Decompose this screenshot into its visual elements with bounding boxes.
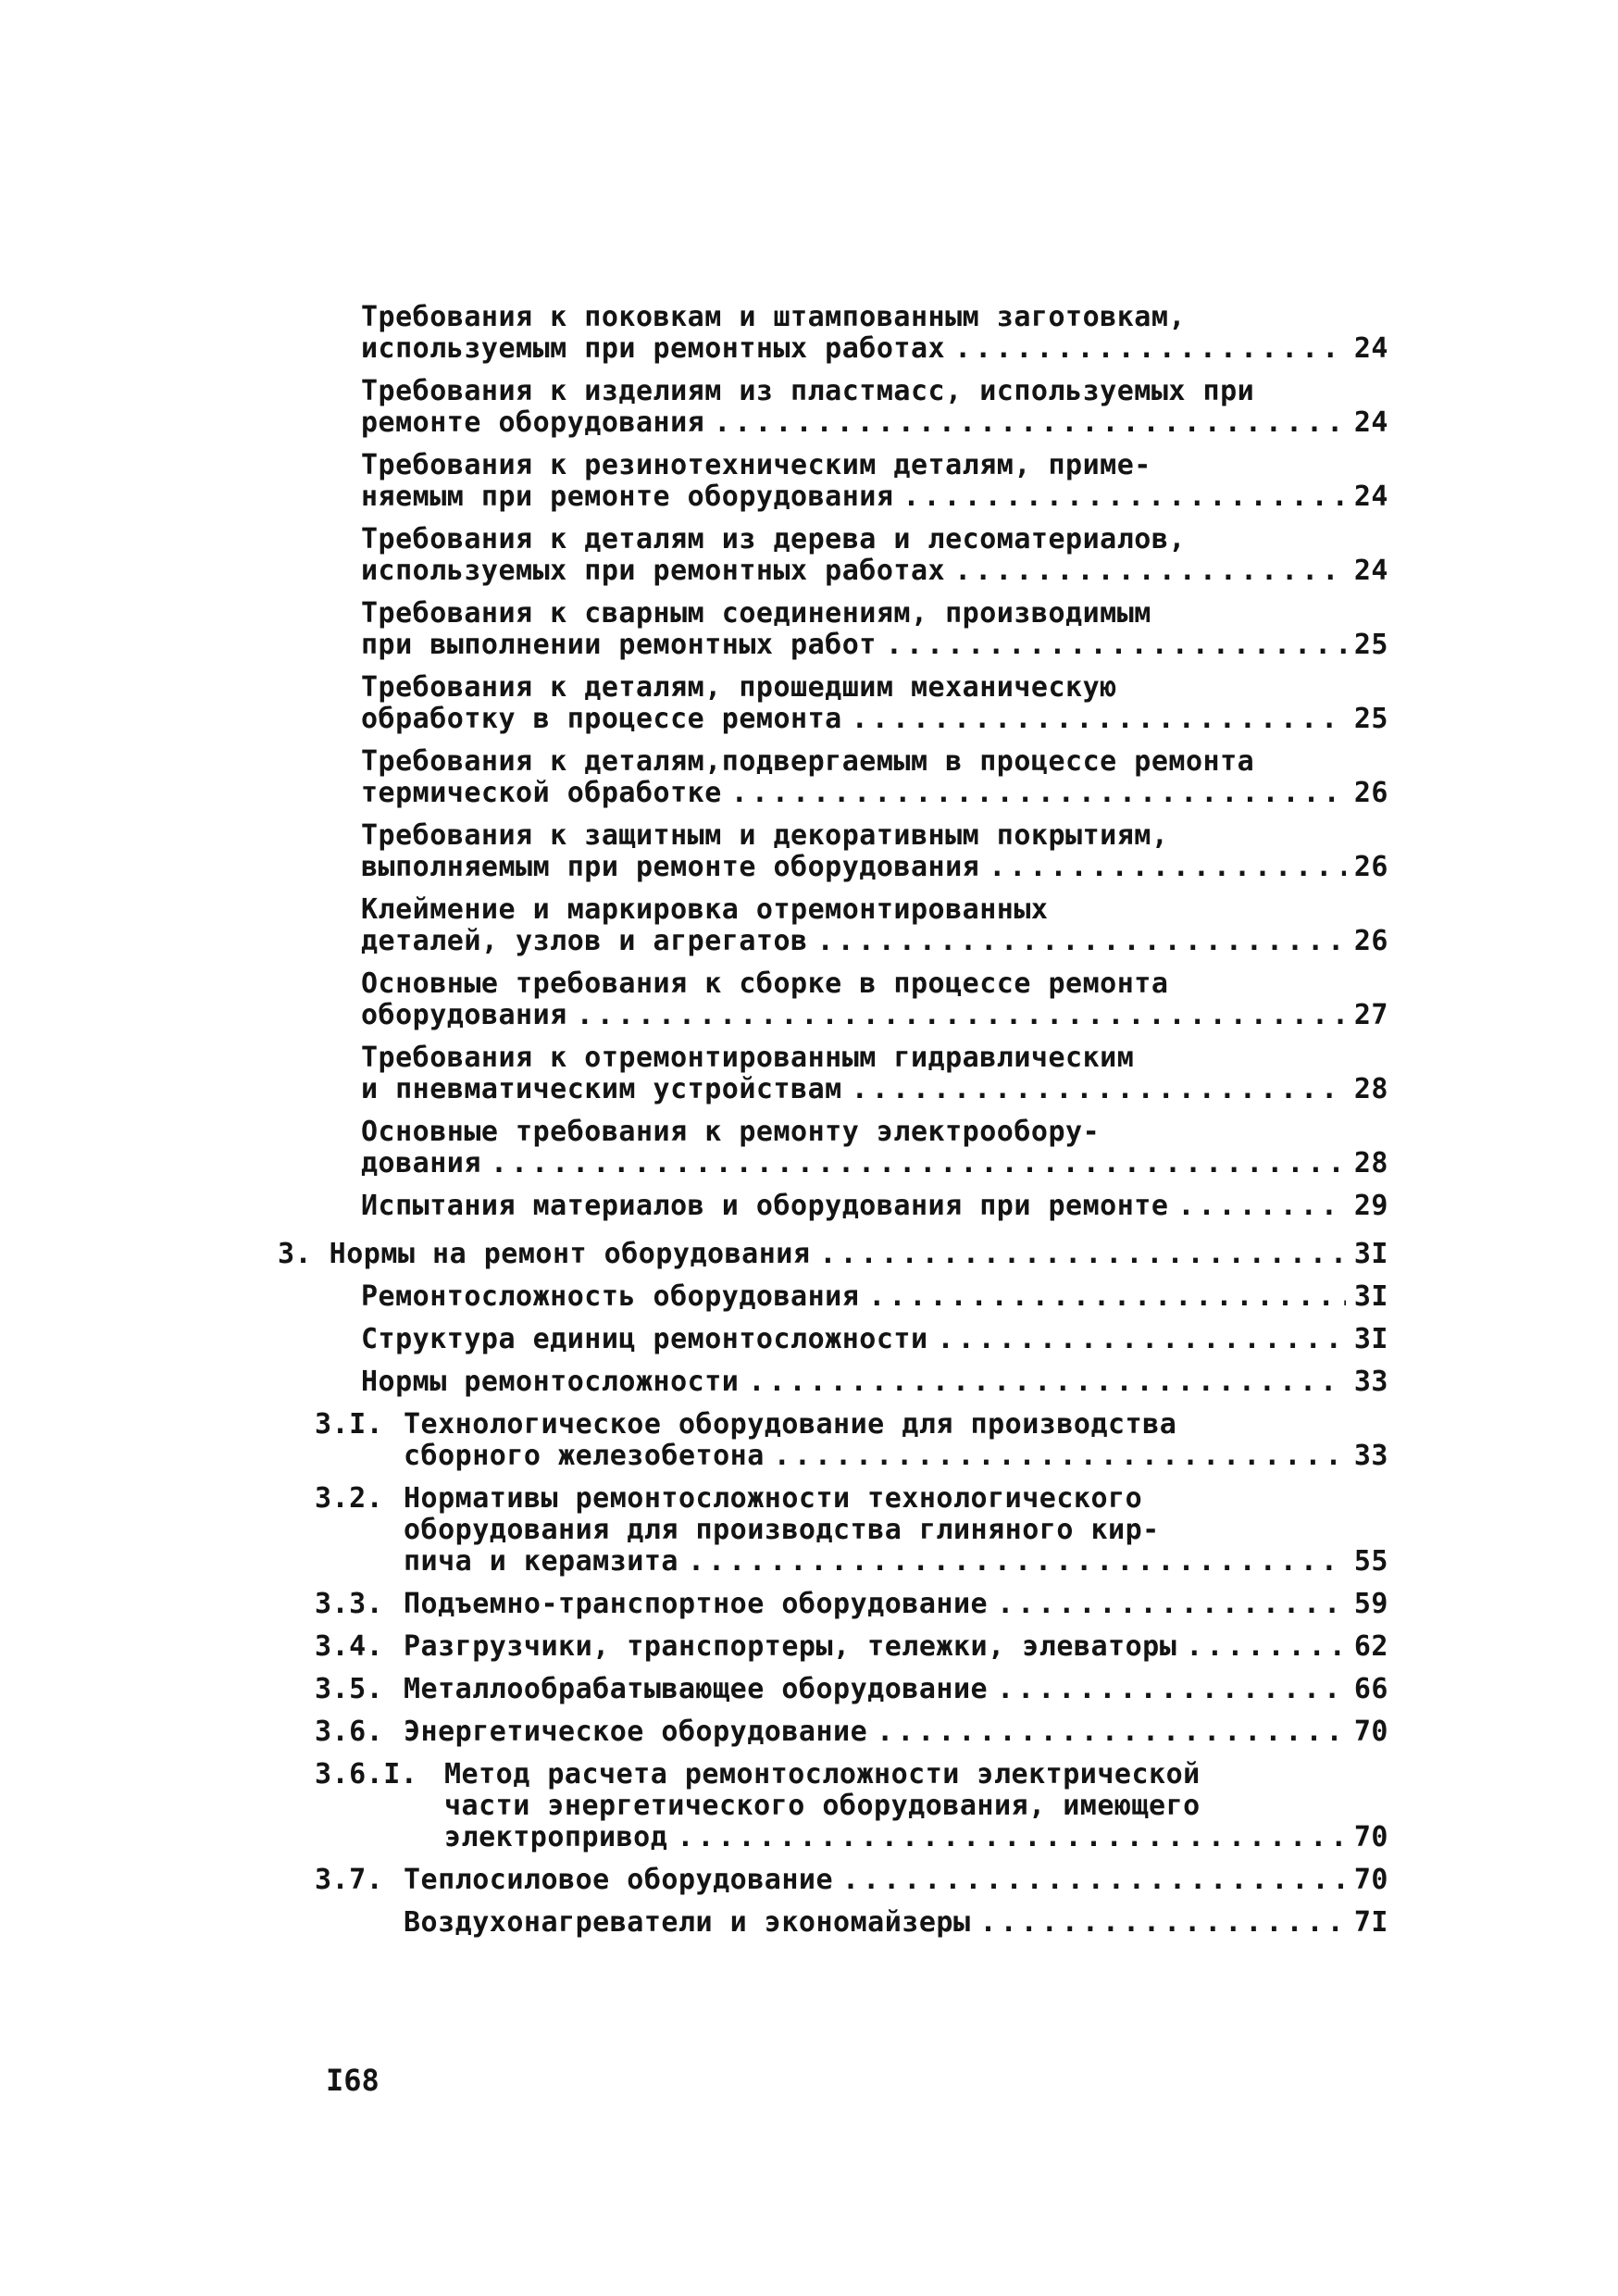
- dot-leader: [491, 1148, 1346, 1179]
- entry-title-line: Метод расчета ремонтосложности электрической: [444, 1758, 1201, 1791]
- entry-page-number: 3I: [1353, 1323, 1388, 1355]
- entry-title-line: Требования к деталям, прошедшим механическую: [361, 671, 1117, 704]
- entry-title-line: Требования к защитным и декоративным покрытиям,: [361, 819, 1169, 852]
- dot-leader: [577, 1000, 1346, 1031]
- entry-page-number: 70: [1353, 1821, 1388, 1853]
- entry-last-line: [361, 1148, 1388, 1179]
- toc-entry: [361, 1117, 1388, 1179]
- entry-title-line: Основные требования к ремонту электрообору-: [361, 1116, 1101, 1148]
- entry-title-line: дования: [361, 1147, 481, 1179]
- entry-title-line: Требования к изделиям из пластмасс, используемых при: [361, 375, 1255, 407]
- entry-body: [404, 1865, 1388, 1896]
- entry-page-number: 55: [1353, 1545, 1388, 1578]
- entry-last-line: [361, 852, 1388, 883]
- entry-last-line: [361, 704, 1388, 735]
- entry-title-line: выполняемым при ремонте оборудования: [361, 851, 980, 883]
- dot-leader: [1186, 1631, 1346, 1663]
- dot-leader: [1177, 1191, 1346, 1222]
- toc-entry: [361, 672, 1388, 735]
- entry-title-line: термической обработке: [361, 777, 722, 809]
- entry-last-line: [404, 1716, 1388, 1748]
- section-number: 3.4.: [315, 1630, 384, 1663]
- entry-title-line: Энергетическое оборудование: [404, 1716, 868, 1748]
- entry-page-number: 29: [1353, 1190, 1388, 1222]
- entry-title-line: части энергетического оборудования, имеющего: [444, 1790, 1201, 1822]
- entry-last-line: [444, 1822, 1388, 1853]
- section-number: 3.3.: [315, 1588, 384, 1620]
- dot-leader: [877, 1716, 1346, 1748]
- dot-leader: [842, 1865, 1346, 1896]
- dot-leader: [886, 630, 1346, 661]
- entry-title-line: Нормы ремонтосложности: [361, 1366, 740, 1398]
- entry-page-number: 28: [1353, 1147, 1388, 1179]
- entry-last-line: [361, 481, 1388, 513]
- entry-body: [404, 1716, 1388, 1748]
- entry-page-number: 33: [1353, 1366, 1388, 1398]
- entry-last-line: [404, 1589, 1388, 1620]
- entry-page-number: 25: [1353, 629, 1388, 661]
- entry-last-line: [361, 555, 1388, 587]
- entry-title-line: няемым при ремонте оборудования: [361, 480, 894, 513]
- entry-page-number: 70: [1353, 1716, 1388, 1748]
- entry-page-number: 70: [1353, 1864, 1388, 1896]
- entry-body: [404, 1409, 1388, 1472]
- dot-leader: [677, 1822, 1346, 1853]
- entry-last-line: [404, 1631, 1388, 1663]
- dot-leader: [852, 1074, 1346, 1105]
- toc-section-entry: [315, 1409, 1388, 1472]
- toc-entry: [361, 1324, 1388, 1355]
- toc-entry: [361, 894, 1388, 957]
- entry-title-line: деталей, узлов и агрегатов: [361, 925, 808, 957]
- toc-entry: [361, 968, 1388, 1031]
- entry-page-number: 27: [1353, 999, 1388, 1031]
- dot-leader: [714, 407, 1346, 439]
- toc-section-entry: [315, 1674, 1388, 1705]
- table-of-contents: [278, 302, 1388, 1950]
- entry-page-number: 24: [1353, 555, 1388, 587]
- entry-title-line: 3. Нормы на ремонт оборудования: [278, 1238, 811, 1270]
- entry-title-line: оборудования: [361, 999, 567, 1031]
- entry-title-line: Требования к сварным соединениям, производимым: [361, 597, 1151, 630]
- dot-leader: [852, 704, 1346, 735]
- entry-title-line: Металлообрабатывающее оборудование: [404, 1673, 989, 1705]
- entry-title-line: Испытания материалов и оборудования при ремонте: [361, 1190, 1169, 1222]
- dot-leader: [989, 852, 1346, 883]
- entry-page-number: 24: [1353, 480, 1388, 513]
- entry-page-number: 28: [1353, 1073, 1388, 1105]
- entry-title-line: Структура единиц ремонтосложности: [361, 1323, 928, 1355]
- entry-last-line: [361, 1191, 1388, 1222]
- entry-page-number: 7I: [1353, 1906, 1388, 1939]
- entry-title-line: сборного железобетона: [404, 1440, 765, 1472]
- entry-page-number: 24: [1353, 406, 1388, 439]
- toc-entry: [361, 450, 1388, 513]
- section-number: 3.7.: [315, 1864, 384, 1896]
- toc-entry: [361, 1042, 1388, 1105]
- entry-body: [444, 1759, 1388, 1853]
- entry-last-line: [361, 1074, 1388, 1105]
- entry-title-line: оборудования для производства глиняного кир-: [404, 1514, 1160, 1546]
- entry-page-number: 66: [1353, 1673, 1388, 1705]
- toc-section-entry: [315, 1589, 1388, 1620]
- toc-entry: [361, 746, 1388, 809]
- dot-leader: [819, 1239, 1346, 1270]
- toc-entry: [361, 1366, 1388, 1398]
- entry-title-line: Теплосиловое оборудование: [404, 1864, 834, 1896]
- entry-page-number: 3I: [1353, 1280, 1388, 1313]
- entry-last-line: [404, 1441, 1388, 1472]
- toc-chapter-heading: [278, 1239, 1388, 1270]
- entry-title-line: Разгрузчики, транспортеры, тележки, элеваторы: [404, 1630, 1177, 1663]
- section-number: 3.5.: [315, 1673, 384, 1705]
- dot-leader: [817, 926, 1346, 957]
- toc-entry: [361, 1191, 1388, 1222]
- toc-section-entry: [315, 1716, 1388, 1748]
- section-number: 3.6.: [315, 1716, 384, 1748]
- toc-section-entry: [315, 1631, 1388, 1663]
- entry-page-number: 33: [1353, 1440, 1388, 1472]
- entry-last-line: [361, 1000, 1388, 1031]
- entry-last-line: [361, 1366, 1388, 1398]
- entry-body: [404, 1674, 1388, 1705]
- entry-title-line: пича и керамзита: [404, 1545, 678, 1578]
- entry-title-line: Требования к деталям,подвергаемым в процессе ремонта: [361, 745, 1255, 778]
- entry-page-number: 3I: [1353, 1238, 1388, 1270]
- entry-last-line: [361, 407, 1388, 439]
- entry-title-line: используемым при ремонтных работах: [361, 332, 946, 365]
- entry-last-line: [404, 1674, 1388, 1705]
- page-number: I68: [326, 2063, 380, 2098]
- dot-leader: [954, 333, 1346, 365]
- toc-entry: [361, 1281, 1388, 1313]
- entry-last-line: [404, 1546, 1388, 1578]
- dot-leader: [748, 1366, 1346, 1398]
- entry-page-number: 24: [1353, 332, 1388, 365]
- toc-entry: [361, 820, 1388, 883]
- entry-page-number: 59: [1353, 1588, 1388, 1620]
- entry-title-line: Нормативы ремонтосложности технологического: [404, 1482, 1143, 1515]
- toc-entry: [404, 1907, 1388, 1939]
- entry-title-line: Требования к поковкам и штампованным заготовкам,: [361, 301, 1186, 333]
- entry-last-line: [361, 1324, 1388, 1355]
- dot-leader: [997, 1674, 1346, 1705]
- entry-title-line: при выполнении ремонтных работ: [361, 629, 877, 661]
- toc-subsection-entry: [315, 1759, 1388, 1853]
- entry-last-line: [278, 1239, 1388, 1270]
- dot-leader: [868, 1281, 1346, 1313]
- dot-leader: [997, 1589, 1346, 1620]
- entry-last-line: [361, 778, 1388, 809]
- toc-entry: [361, 376, 1388, 439]
- section-number: 3.I.: [315, 1408, 384, 1441]
- entry-title-line: Воздухонагреватели и экономайзеры: [404, 1906, 971, 1939]
- entry-last-line: [361, 1281, 1388, 1313]
- entry-title-line: Требования к отремонтированным гидравлическим: [361, 1042, 1135, 1074]
- dot-leader: [731, 778, 1346, 809]
- toc-entry: [361, 302, 1388, 365]
- entry-title-line: обработку в процессе ремонта: [361, 703, 842, 735]
- dot-leader: [902, 481, 1346, 513]
- entry-title-line: Требования к деталям из дерева и лесоматериалов,: [361, 523, 1186, 555]
- entry-last-line: [404, 1865, 1388, 1896]
- dot-leader: [954, 555, 1346, 587]
- toc-entry: [361, 524, 1388, 587]
- entry-last-line: [361, 333, 1388, 365]
- entry-title-line: ремонте оборудования: [361, 406, 705, 439]
- entry-title-line: Требования к резинотехническим деталям, приме-: [361, 449, 1151, 481]
- toc-entry: [361, 598, 1388, 661]
- dot-leader: [774, 1441, 1346, 1472]
- entry-title-line: используемых при ремонтных работах: [361, 555, 946, 587]
- entry-title-line: Клеймение и маркировка отремонтированных: [361, 893, 1049, 926]
- entry-page-number: 26: [1353, 777, 1388, 809]
- entry-title-line: Подъемно-транспортное оборудование: [404, 1588, 989, 1620]
- entry-title-line: Ремонтосложность оборудования: [361, 1280, 860, 1313]
- dot-leader: [688, 1546, 1346, 1578]
- entry-page-number: 26: [1353, 851, 1388, 883]
- entry-last-line: [361, 926, 1388, 957]
- entry-page-number: 62: [1353, 1630, 1388, 1663]
- entry-page-number: 26: [1353, 925, 1388, 957]
- entry-last-line: [404, 1907, 1388, 1939]
- section-number: 3.2.: [315, 1482, 384, 1515]
- entry-title-line: Технологическое оборудование для производства: [404, 1408, 1177, 1441]
- entry-body: [404, 1631, 1388, 1663]
- entry-body: [404, 1589, 1388, 1620]
- section-number: 3.6.I.: [315, 1758, 418, 1791]
- entry-title-line: электропривод: [444, 1821, 668, 1853]
- toc-section-entry: [315, 1483, 1388, 1578]
- entry-title-line: и пневматическим устройствам: [361, 1073, 842, 1105]
- entry-title-line: Основные требования к сборке в процессе ремонта: [361, 967, 1169, 1000]
- dot-leader: [938, 1324, 1346, 1355]
- entry-page-number: 25: [1353, 703, 1388, 735]
- dot-leader: [980, 1907, 1346, 1939]
- toc-section-entry: [315, 1865, 1388, 1896]
- entry-last-line: [361, 630, 1388, 661]
- entry-body: [404, 1483, 1388, 1578]
